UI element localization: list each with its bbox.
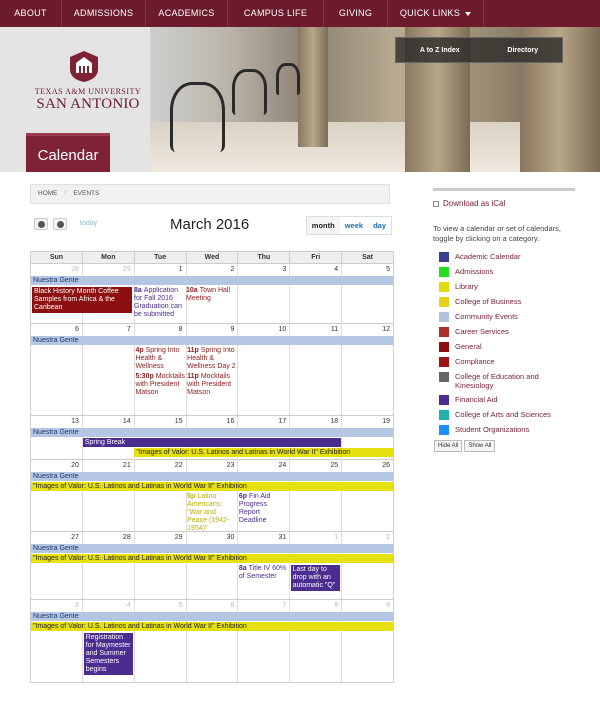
multi-day-event-bar[interactable]: Nuestra Gente bbox=[31, 472, 393, 481]
banner-pillar bbox=[298, 27, 328, 147]
nav-item[interactable] bbox=[324, 0, 388, 27]
event-time: 4p bbox=[135, 347, 144, 354]
breadcrumb-home[interactable]: HOME bbox=[38, 190, 58, 197]
calendar-week-row bbox=[31, 324, 393, 416]
day-cell bbox=[238, 492, 290, 536]
category-toggle[interactable] bbox=[433, 342, 575, 352]
day-number[interactable]: 1 bbox=[135, 264, 187, 276]
day-cell bbox=[134, 564, 186, 594]
day-number[interactable]: 6 bbox=[187, 600, 239, 612]
day-number-row bbox=[31, 600, 393, 612]
calendar-event[interactable] bbox=[187, 493, 237, 533]
event-time: 5:30p bbox=[135, 373, 154, 380]
day-cell bbox=[134, 346, 186, 400]
day-cell bbox=[31, 632, 83, 678]
day-number[interactable]: 5 bbox=[135, 600, 187, 612]
prev-month-button[interactable] bbox=[34, 218, 48, 230]
day-number[interactable]: 24 bbox=[238, 460, 290, 472]
event-title: Title IV 60% of Semester bbox=[238, 565, 287, 580]
day-cell bbox=[290, 632, 342, 678]
day-cell bbox=[290, 564, 342, 594]
day-cell bbox=[289, 286, 341, 322]
nav-item[interactable] bbox=[388, 0, 484, 27]
event-time: 11p bbox=[187, 347, 199, 354]
day-cell bbox=[186, 492, 238, 536]
banner-bench bbox=[232, 69, 267, 115]
multi-day-event-bar[interactable]: Nuestra Gente bbox=[31, 336, 393, 345]
download-ical-link[interactable] bbox=[433, 199, 575, 208]
sidebar-instructions: To view a calendar or set of calendars, toggle by clicking on a category. bbox=[433, 224, 561, 243]
day-number[interactable]: 3 bbox=[238, 264, 290, 276]
day-cell bbox=[186, 564, 238, 594]
category-label: Admissions bbox=[455, 267, 494, 276]
event-title: Town Hall Meeting bbox=[186, 287, 231, 302]
day-number[interactable]: 7 bbox=[83, 324, 135, 336]
nav-item-label: CAMPUS LIFE bbox=[243, 8, 308, 18]
day-of-week-header bbox=[31, 252, 393, 264]
day-cell bbox=[186, 632, 238, 678]
category-toggle[interactable] bbox=[433, 357, 575, 367]
day-number[interactable]: 5 bbox=[386, 266, 391, 273]
day-number[interactable]: 27 bbox=[31, 532, 83, 544]
day-cell bbox=[83, 492, 135, 536]
day-number[interactable]: 17 bbox=[238, 416, 290, 428]
nav-item[interactable] bbox=[62, 0, 146, 27]
event-title: Mocktails with President Matson bbox=[187, 373, 232, 396]
category-toggle[interactable] bbox=[433, 267, 575, 277]
day-number-row bbox=[31, 264, 393, 276]
event-row bbox=[31, 492, 393, 536]
banner-bench bbox=[170, 82, 225, 152]
calendar-event[interactable] bbox=[187, 347, 237, 371]
a-to-z-index-link[interactable]: A to Z Index bbox=[419, 46, 460, 54]
day-number[interactable]: 21 bbox=[83, 460, 135, 472]
nav-item-label: ACADEMICS bbox=[158, 8, 215, 18]
category-color-swatch bbox=[439, 357, 449, 367]
category-color-swatch bbox=[439, 252, 449, 262]
day-number[interactable]: 9 bbox=[187, 324, 239, 336]
nav-item-label: ADMISSIONS bbox=[73, 8, 134, 18]
day-cell bbox=[341, 346, 393, 400]
day-cell bbox=[185, 286, 237, 322]
hide-all-button[interactable]: Hide All bbox=[434, 440, 462, 452]
calendar-week-row bbox=[31, 532, 393, 600]
day-number[interactable]: 29 bbox=[135, 532, 187, 544]
category-color-swatch bbox=[439, 410, 449, 420]
day-of-week-label: Tue bbox=[135, 252, 187, 263]
day-number[interactable]: 8 bbox=[290, 600, 342, 612]
event-time: 8a bbox=[238, 565, 247, 572]
quick-links-box bbox=[395, 37, 563, 63]
day-number[interactable]: 8 bbox=[135, 324, 187, 336]
day-number-row bbox=[31, 324, 393, 336]
download-ical-label: Download as iCal bbox=[443, 199, 506, 208]
day-cell bbox=[341, 632, 393, 678]
category-color-swatch bbox=[439, 425, 449, 435]
day-number[interactable]: 25 bbox=[290, 460, 342, 472]
day-number[interactable]: 16 bbox=[187, 416, 239, 428]
calendar-week-row bbox=[31, 416, 393, 460]
calendar-event[interactable] bbox=[239, 565, 289, 581]
event-time: 5p bbox=[187, 493, 196, 500]
day-number[interactable]: 15 bbox=[135, 416, 187, 428]
day-of-week-label: Sat bbox=[362, 254, 374, 261]
nav-item bbox=[484, 0, 600, 27]
category-toggle[interactable] bbox=[433, 425, 575, 435]
header-banner bbox=[0, 27, 600, 172]
day-number[interactable]: 10 bbox=[238, 324, 290, 336]
event-title: Application for Fall 2016 Graduation can be submitted bbox=[134, 287, 182, 318]
category-toggle[interactable] bbox=[433, 327, 575, 337]
next-month-button[interactable] bbox=[53, 218, 67, 230]
multi-day-event-bar[interactable]: "Images of Valor: U.S. Latinos and Latinas in World War II" Exhibition bbox=[134, 448, 393, 457]
multi-day-event-bar[interactable]: Nuestra Gente bbox=[31, 544, 393, 553]
day-number-row bbox=[31, 532, 393, 544]
calendar-event[interactable] bbox=[84, 633, 134, 675]
calendar-event[interactable] bbox=[291, 565, 341, 591]
event-row bbox=[31, 286, 393, 322]
day-cell bbox=[238, 346, 290, 400]
day-number[interactable]: 2 bbox=[187, 264, 239, 276]
day-cell bbox=[290, 492, 342, 536]
category-color-swatch bbox=[439, 282, 449, 292]
day-cell bbox=[238, 632, 290, 678]
nav-item[interactable] bbox=[228, 0, 324, 27]
category-label: Student Organizations bbox=[455, 425, 530, 434]
view-switcher bbox=[306, 216, 392, 235]
category-toggle[interactable] bbox=[433, 395, 575, 405]
day-number[interactable]: 12 bbox=[382, 326, 391, 333]
category-label: General bbox=[455, 342, 482, 351]
day-number[interactable]: 19 bbox=[382, 418, 391, 425]
category-label: College of Education and Kinesiology bbox=[455, 372, 539, 390]
category-toggle[interactable] bbox=[433, 282, 575, 292]
category-toggle[interactable] bbox=[433, 297, 575, 307]
university-seal-icon bbox=[64, 49, 104, 83]
day-cell bbox=[31, 286, 133, 322]
nav-item-label: ABOUT bbox=[14, 8, 47, 18]
top-navigation bbox=[0, 0, 600, 27]
calendar-event[interactable] bbox=[187, 373, 237, 397]
day-cell bbox=[31, 492, 83, 536]
event-row bbox=[31, 346, 393, 400]
event-title: Mocktails with President Matson bbox=[135, 373, 185, 396]
event-time: 8a bbox=[134, 287, 142, 294]
day-number[interactable]: 28 bbox=[83, 532, 135, 544]
event-title: Fin Aid Progress Report Deadline bbox=[238, 493, 271, 524]
category-color-swatch bbox=[439, 267, 449, 277]
category-color-swatch bbox=[439, 342, 449, 352]
day-number[interactable]: 30 bbox=[187, 532, 239, 544]
today-button[interactable]: today bbox=[80, 220, 98, 227]
day-number[interactable]: 23 bbox=[187, 460, 239, 472]
calendar-sidebar bbox=[433, 188, 575, 452]
day-number[interactable]: 29 bbox=[83, 264, 135, 276]
day-cell bbox=[83, 632, 135, 678]
category-color-swatch bbox=[439, 327, 449, 337]
nav-item[interactable] bbox=[0, 0, 62, 27]
view-day-button[interactable]: day bbox=[373, 221, 386, 230]
day-of-week-label: Fri bbox=[290, 252, 342, 263]
logo-university-name: TEXAS A&M UNIVERSITY bbox=[34, 87, 142, 96]
category-label: Career Services bbox=[455, 327, 509, 336]
day-cell bbox=[238, 564, 290, 594]
calendar-toolbar bbox=[30, 214, 392, 238]
category-toggle[interactable] bbox=[433, 312, 575, 322]
category-label: College of Arts and Sciences bbox=[455, 410, 551, 419]
event-title: Registration for Maymester and Summer Semesters begins bbox=[85, 634, 131, 673]
chevron-right-icon bbox=[57, 221, 64, 228]
nav-item[interactable] bbox=[146, 0, 228, 27]
calendar-event[interactable] bbox=[239, 493, 289, 525]
chevron-left-icon bbox=[38, 221, 45, 228]
day-number[interactable]: 14 bbox=[83, 416, 135, 428]
chevron-down-icon bbox=[465, 12, 471, 16]
event-title: Spring Into Health & Wellness bbox=[135, 347, 180, 370]
multi-day-event-bar[interactable]: Nuestra Gente bbox=[31, 428, 393, 437]
multi-day-event-bar[interactable]: Nuestra Gente bbox=[31, 276, 393, 285]
day-number[interactable]: 9 bbox=[386, 602, 391, 609]
category-toggle[interactable] bbox=[433, 372, 575, 390]
day-of-week-label: Wed bbox=[187, 252, 239, 263]
day-number[interactable]: 31 bbox=[238, 532, 290, 544]
calendar-title: March 2016 bbox=[170, 216, 250, 233]
day-cell bbox=[237, 286, 289, 322]
day-cell bbox=[134, 632, 186, 678]
multi-day-event-bar[interactable]: "Images of Valor: U.S. Latinos and Latinas in World War II" Exhibition bbox=[31, 622, 393, 631]
event-title: Last day to drop with an automatic "Q" bbox=[292, 566, 336, 589]
category-toggle[interactable] bbox=[433, 252, 575, 262]
day-number[interactable]: 4 bbox=[83, 600, 135, 612]
day-number[interactable]: 2 bbox=[386, 534, 391, 541]
day-cell bbox=[341, 492, 393, 536]
day-cell bbox=[83, 346, 135, 400]
event-title: Black History Month Coffee Samples from Africa & the Caribean bbox=[34, 288, 119, 311]
day-cell bbox=[186, 346, 238, 400]
event-row bbox=[31, 564, 393, 594]
directory-link[interactable]: Directory bbox=[507, 46, 539, 54]
category-label: Community Events bbox=[455, 312, 518, 321]
category-label: Library bbox=[455, 282, 478, 291]
category-toggle[interactable] bbox=[433, 410, 575, 420]
calendar-week-row bbox=[31, 264, 393, 324]
day-cell bbox=[31, 564, 83, 594]
day-number-row bbox=[31, 460, 393, 472]
day-number[interactable]: 4 bbox=[290, 264, 342, 276]
calendar-event[interactable] bbox=[135, 347, 185, 371]
nav-item-label: GIVING bbox=[338, 8, 373, 18]
month-grid bbox=[30, 251, 394, 683]
day-number[interactable]: 13 bbox=[31, 416, 83, 428]
calendar-event[interactable] bbox=[135, 373, 185, 397]
category-label: College of Business bbox=[455, 297, 522, 306]
day-cell bbox=[83, 564, 135, 594]
day-cell bbox=[290, 346, 342, 400]
category-list bbox=[433, 252, 575, 435]
category-color-swatch bbox=[439, 312, 449, 322]
day-of-week-label: Sun bbox=[31, 252, 83, 263]
day-of-week-label: Thu bbox=[238, 252, 290, 263]
day-number[interactable]: 11 bbox=[290, 324, 342, 336]
checkbox-icon bbox=[433, 201, 439, 207]
sidebar-divider bbox=[433, 188, 575, 191]
day-cell bbox=[134, 492, 186, 536]
event-time: 11p bbox=[187, 373, 199, 380]
event-time: 10a bbox=[186, 287, 198, 294]
day-number[interactable]: 18 bbox=[290, 416, 342, 428]
calendar-event[interactable] bbox=[134, 287, 184, 319]
calendar-week-row bbox=[31, 600, 393, 682]
day-number[interactable]: 26 bbox=[382, 462, 391, 469]
day-number[interactable]: 22 bbox=[135, 460, 187, 472]
breadcrumb bbox=[30, 184, 390, 204]
banner-bench bbox=[276, 63, 300, 95]
category-label: Academic Calendar bbox=[455, 252, 521, 261]
logo-campus-name: SAN ANTONIO bbox=[36, 96, 140, 112]
category-label: Compliance bbox=[455, 357, 495, 366]
day-number[interactable]: 6 bbox=[31, 324, 83, 336]
nav-item-label: QUICK LINKS bbox=[399, 8, 461, 18]
category-label: Financial Aid bbox=[455, 395, 498, 404]
event-title: Spring Into Health & Wellness Day 2 bbox=[187, 347, 236, 370]
day-cell bbox=[341, 286, 393, 322]
view-week-button[interactable]: week bbox=[344, 221, 364, 230]
multi-day-event-bar[interactable]: Spring Break bbox=[83, 438, 342, 447]
calendar-week-row bbox=[31, 460, 393, 532]
multi-day-event-bar[interactable]: "Images of Valor: U.S. Latinos and Latinas in World War II" Exhibition bbox=[31, 482, 393, 491]
event-row bbox=[31, 632, 393, 678]
day-cell bbox=[341, 564, 393, 594]
event-title: Latino Americans: "War and Peace (1942-1954)" bbox=[187, 493, 230, 532]
show-all-button[interactable]: Show All bbox=[464, 440, 495, 452]
multi-day-event-bar[interactable]: "Images of Valor: U.S. Latinos and Latinas in World War II" Exhibition bbox=[31, 554, 393, 563]
day-number[interactable]: 28 bbox=[31, 264, 83, 276]
calendar-event[interactable] bbox=[186, 287, 236, 303]
day-number-row bbox=[31, 416, 393, 428]
multi-day-event-bar[interactable]: Nuestra Gente bbox=[31, 612, 393, 621]
calendar-event[interactable] bbox=[32, 287, 132, 313]
day-number[interactable]: 20 bbox=[31, 460, 83, 472]
hide-show-controls bbox=[434, 440, 575, 452]
day-cell bbox=[133, 286, 185, 322]
breadcrumb-separator: / bbox=[64, 190, 67, 197]
day-number[interactable]: 7 bbox=[238, 600, 290, 612]
day-number[interactable]: 3 bbox=[31, 600, 83, 612]
category-color-swatch bbox=[439, 297, 449, 307]
day-of-week-label: Mon bbox=[83, 252, 135, 263]
day-number[interactable]: 1 bbox=[290, 532, 342, 544]
page-title: Calendar bbox=[26, 133, 110, 172]
category-color-swatch bbox=[439, 372, 449, 382]
breadcrumb-current: EVENTS bbox=[73, 190, 100, 197]
view-month-button[interactable]: month bbox=[307, 217, 340, 234]
event-time: 6p bbox=[238, 493, 248, 500]
day-cell bbox=[31, 346, 83, 400]
category-color-swatch bbox=[439, 395, 449, 405]
